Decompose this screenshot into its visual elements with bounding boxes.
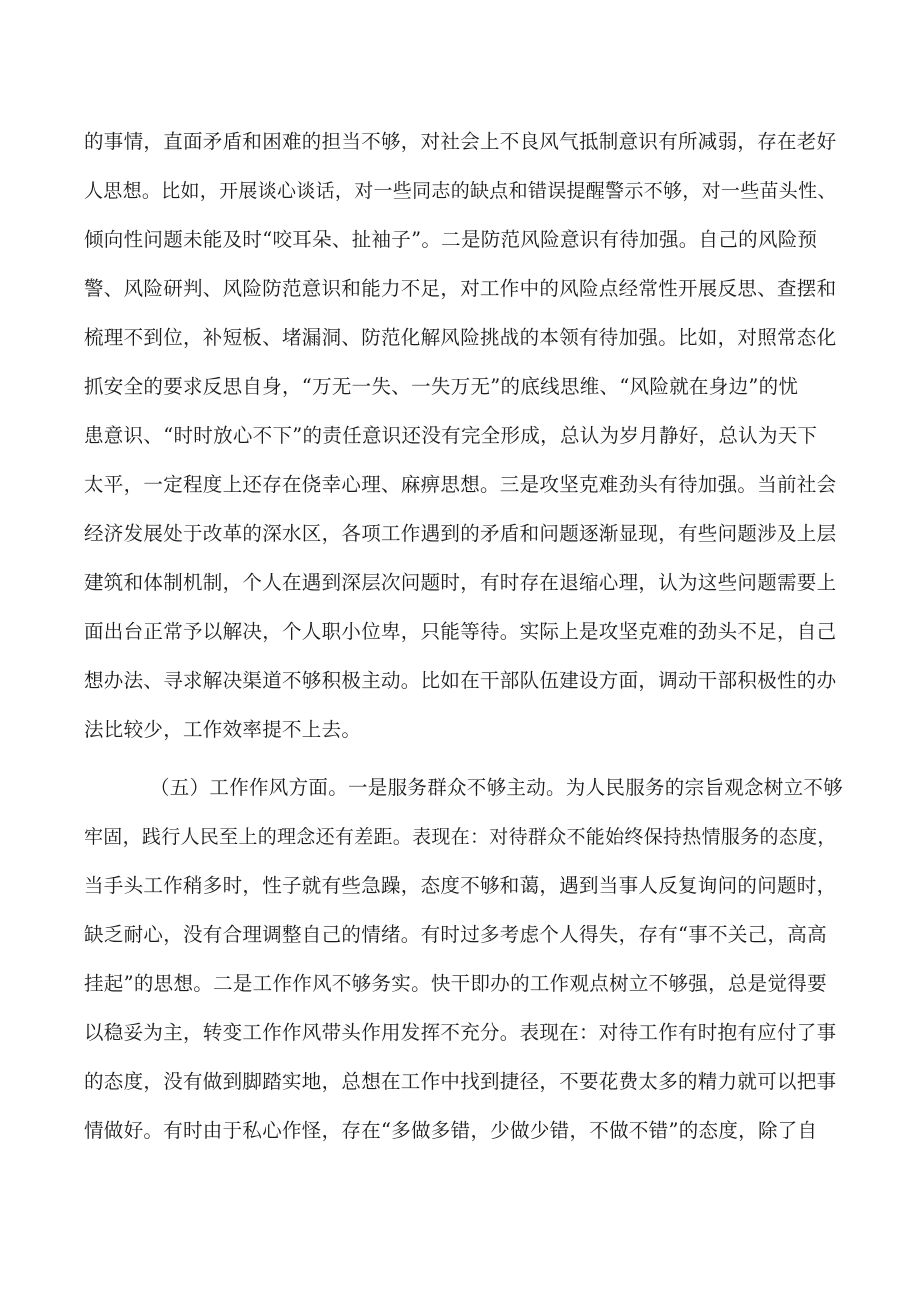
paragraph-line: 患意识、“时时放心不下”的责任意识还没有完全形成，总认为岁月静好，总认为天下 <box>84 424 818 447</box>
paragraph-line: 抓安全的要求反思自身，“万无一失、一失万无”的底线思维、“风险就在身边”的忧 <box>84 375 799 398</box>
paragraph-line: 警、风险研判、风险防范意识和能力不足，对工作中的风险点经常性开展反思、查摆和 <box>84 277 837 300</box>
paragraph-line: 的事情，直面矛盾和困难的担当不够，对社会上不良风气抵制意识有所减弱，存在老好 <box>84 130 837 153</box>
paragraph-line: 情做好。有时由于私心作怪，存在“多做多错，少做少错，不做不错”的态度，除了自 <box>84 1119 818 1142</box>
paragraph-line: 梳理不到位，补短板、堵漏洞、防范化解风险挑战的本领有待加强。比如，对照常态化 <box>84 326 837 349</box>
paragraph-line: 经济发展处于改革的深水区，各项工作遇到的矛盾和问题逐渐显现，有些问题涉及上层 <box>84 522 837 545</box>
paragraph-line: 建筑和体制机制，个人在遇到深层次问题时，有时存在退缩心理，认为这些问题需要上 <box>84 571 837 594</box>
paragraph-line: 当手头工作稍多时，性子就有些急躁，态度不够和蔼，遇到当事人反复询问的问题时， <box>84 874 837 897</box>
paragraph-line: 太平，一定程度上还存在侥幸心理、麻痹思想。三是攻坚克难劲头有待加强。当前社会 <box>84 473 837 496</box>
paragraph-line: 以稳妥为主，转变工作作风带头作用发挥不充分。表现在：对待工作有时抱有应付了事 <box>84 1021 837 1044</box>
paragraph-line: 想办法、寻求解决渠道不够积极主动。比如在干部队伍建设方面，调动干部积极性的办 <box>84 669 837 692</box>
paragraph-line: 的态度，没有做到脚踏实地，总想在工作中找到捷径，不要花费太多的精力就可以把事 <box>84 1070 837 1093</box>
paragraph-line: 人思想。比如，开展谈心谈话，对一些同志的缺点和错误提醒警示不够，对一些苗头性、 <box>84 180 837 202</box>
paragraph-line: 倾向性问题未能及时“咬耳朵、扯袖子”。二是防范风险意识有待加强。自己的风险预 <box>84 228 818 251</box>
paragraph-line: 牢固，践行人民至上的理念还有差距。表现在：对待群众不能始终保持热情服务的态度， <box>84 826 837 848</box>
paragraph-line: 面出台正常予以解决，个人职小位卑，只能等待。实际上是攻坚克难的劲头不足，自己 <box>84 620 837 643</box>
paragraph-line: 挂起”的思想。二是工作作风不够务实。快干即办的工作观点树立不够强，总是觉得要 <box>84 972 827 995</box>
section-heading-line: （五）工作作风方面。一是服务群众不够主动。为人民服务的宗旨观念树立不够 <box>150 776 844 799</box>
paragraph-line: 法比较少，工作效率提不上去。 <box>84 718 362 741</box>
paragraph-line: 缺乏耐心，没有合理调整自己的情绪。有时过多考虑个人得失，存有“事不关己，高高 <box>84 923 827 946</box>
